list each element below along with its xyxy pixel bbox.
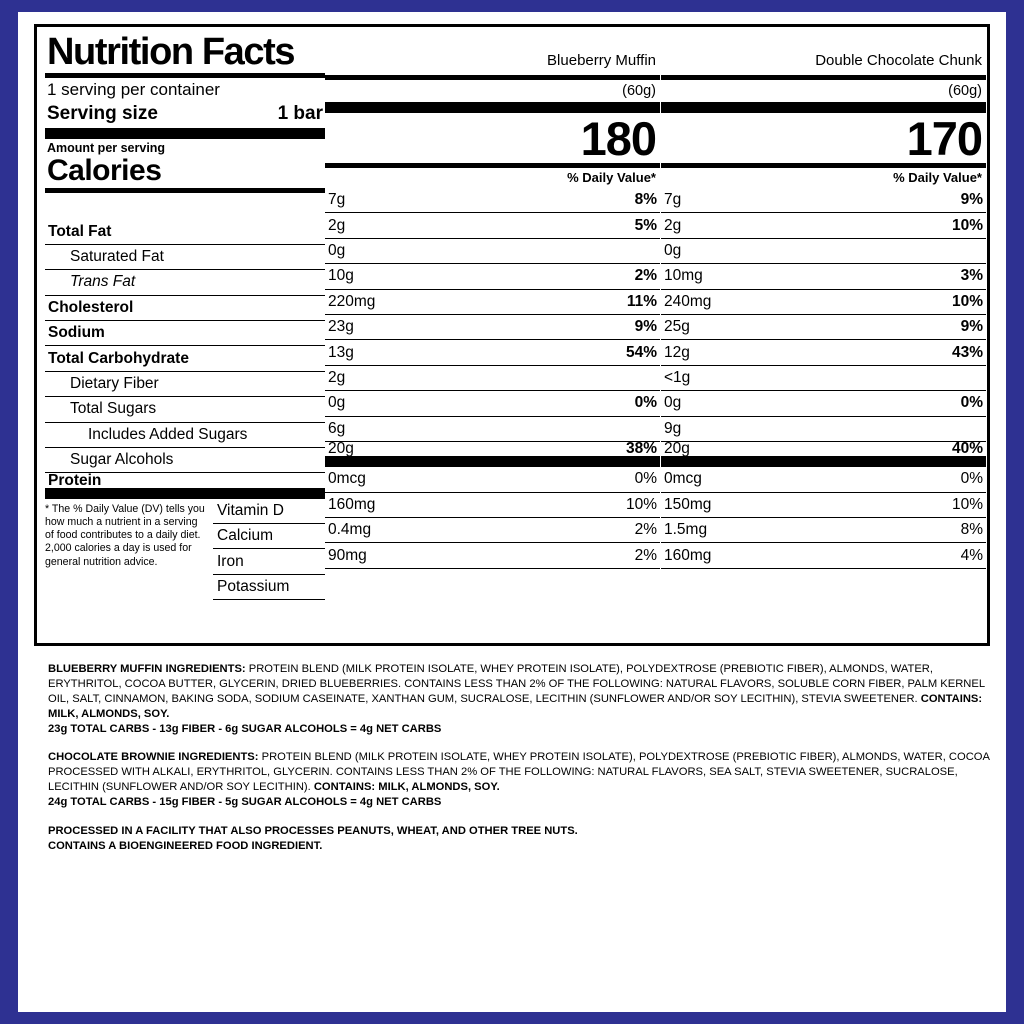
nutrient-amount: 2g xyxy=(328,368,346,386)
nutrient-daily-value: 10% xyxy=(951,292,983,310)
ingredients-section xyxy=(48,662,1008,854)
vitamin-daily-value: 2% xyxy=(634,521,657,539)
column-b-flavor: Double Chocolate Chunk xyxy=(815,52,982,69)
vitamin-value-row xyxy=(661,543,986,568)
vitamin-value-row xyxy=(325,543,660,568)
nutrient-name: Protein xyxy=(48,471,102,489)
nutrient-amount: 2g xyxy=(664,216,682,234)
nutrient-name-row xyxy=(45,219,325,244)
nutrient-amount: 0g xyxy=(664,394,682,412)
vitamin-amount: 160mg xyxy=(664,546,712,564)
nutrient-daily-value: 3% xyxy=(960,267,983,285)
nutrient-name-row xyxy=(45,448,325,473)
vitamin-daily-value: 4% xyxy=(960,546,983,564)
nutrient-daily-value: 54% xyxy=(625,343,657,361)
vitamin-amount: 1.5mg xyxy=(664,521,708,539)
ingredients-blueberry-heading: BLUEBERRY MUFFIN INGREDIENTS: xyxy=(48,663,246,675)
nutrient-amount: <1g xyxy=(664,368,691,386)
nutrient-amount: 12g xyxy=(664,343,690,361)
nutrient-name: Trans Fat xyxy=(70,273,136,291)
nutrient-daily-value: 43% xyxy=(951,343,983,361)
vitamin-daily-value: 2% xyxy=(634,546,657,564)
vitamin-daily-value: 0% xyxy=(960,470,983,488)
nutrient-amount: 13g xyxy=(328,343,354,361)
column-blueberry-muffin xyxy=(325,33,660,569)
serving-size-label: Serving size xyxy=(47,102,158,124)
nutrient-value-row xyxy=(661,290,986,315)
nutrient-daily-value: 9% xyxy=(634,318,657,336)
vitamin-amount: 0.4mg xyxy=(328,521,372,539)
nutrient-value-row xyxy=(661,239,986,264)
vitamin-value-row xyxy=(325,467,660,492)
nutrient-value-row xyxy=(661,315,986,340)
nutrient-name-row xyxy=(45,296,325,321)
calories-label: Calories xyxy=(47,153,162,187)
nutrient-amount: 23g xyxy=(328,318,354,336)
column-b-vitamin-values xyxy=(661,467,986,569)
vitamin-daily-value: 0% xyxy=(634,470,657,488)
allergen-warning-line-1: PROCESSED IN A FACILITY THAT ALSO PROCESSES PEANUTS, WHEAT, AND OTHER TREE NUTS. xyxy=(48,825,578,838)
vitamin-name: Calcium xyxy=(213,524,325,549)
nutrient-name: Total Fat xyxy=(48,222,112,240)
nutrient-daily-value: 9% xyxy=(960,318,983,336)
column-double-chocolate-chunk xyxy=(661,33,986,569)
nutrient-value-row xyxy=(325,391,660,416)
nutrient-name-row xyxy=(45,423,325,448)
vitamin-name: Potassium xyxy=(213,575,325,600)
column-b-grams: (60g) xyxy=(948,83,982,99)
nutrient-amount: 10mg xyxy=(664,267,703,285)
serving-size-row xyxy=(45,102,325,128)
ingredients-chocolate-heading: CHOCOLATE BROWNIE INGREDIENTS: xyxy=(48,751,259,764)
nutrient-value-row xyxy=(661,391,986,416)
net-carbs-blueberry: 23g TOTAL CARBS - 13g FIBER - 6g SUGAR ALCOHOLS = 4g NET CARBS xyxy=(48,722,442,735)
nutrient-daily-value: 10% xyxy=(951,216,983,234)
nutrient-name-list xyxy=(45,219,325,498)
column-a-vitamin-values xyxy=(325,467,660,569)
nutrient-name: Cholesterol xyxy=(48,298,134,316)
daily-value-footnote: * The % Daily Value (DV) tells you how much a nutrient in a serving of food contributes to a daily diet. 2,000 calories a day is used for general nutrition advice. xyxy=(45,502,205,568)
nutrient-value-row xyxy=(661,340,986,365)
vitamin-amount: 150mg xyxy=(664,495,712,513)
left-header-column xyxy=(45,33,325,629)
column-a-flavor: Blueberry Muffin xyxy=(547,52,656,69)
ingredients-chocolate xyxy=(48,750,1008,810)
nutrient-amount: 20g xyxy=(328,440,354,458)
nutrient-value-row xyxy=(325,188,660,213)
nutrient-value-row xyxy=(661,188,986,213)
servings-per-container: 1 serving per container xyxy=(47,79,220,99)
nutrient-value-row xyxy=(325,315,660,340)
nutrient-name-row xyxy=(45,473,325,498)
nutrient-amount: 0g xyxy=(328,394,346,412)
nutrient-amount: 7g xyxy=(328,191,346,209)
nutrient-value-row xyxy=(325,442,660,467)
ingredients-chocolate-contains: CONTAINS: MILK, ALMONDS, SOY. xyxy=(313,781,500,794)
vitamin-amount: 0mcg xyxy=(328,470,366,488)
serving-size-value: 1 bar xyxy=(277,102,323,124)
vitamin-name: Iron xyxy=(213,549,325,574)
nutrient-amount: 9g xyxy=(664,419,682,437)
nutrient-value-row xyxy=(661,264,986,289)
nutrient-amount: 7g xyxy=(664,191,682,209)
nutrient-value-row xyxy=(325,239,660,264)
column-a-grams: (60g) xyxy=(622,83,656,99)
column-b-nutrient-values xyxy=(661,188,986,467)
nutrient-amount: 25g xyxy=(664,318,690,336)
nutrient-value-row xyxy=(661,213,986,238)
column-a-calories: 180 xyxy=(580,112,656,165)
amount-per-serving-label: Amount per serving xyxy=(47,140,166,155)
nutrient-amount: 0g xyxy=(328,241,346,259)
column-a-nutrient-values xyxy=(325,188,660,467)
nutrient-daily-value: 11% xyxy=(626,292,657,310)
nutrient-value-row xyxy=(325,366,660,391)
nutrient-name: Includes Added Sugars xyxy=(88,425,248,443)
vitamin-daily-value: 10% xyxy=(951,495,983,513)
nutrient-name-row xyxy=(45,245,325,270)
vitamin-value-row xyxy=(325,493,660,518)
nutrient-amount: 10g xyxy=(328,267,354,285)
nutrient-daily-value: 38% xyxy=(625,440,657,458)
nutrient-value-row xyxy=(325,213,660,238)
vitamin-value-row xyxy=(661,493,986,518)
nutrient-value-row xyxy=(661,417,986,442)
footnote-and-vitamin-names xyxy=(45,499,325,629)
ingredients-blueberry-contains: CONTAINS: MILK, ALMONDS, SOY. xyxy=(48,692,983,720)
nutrient-daily-value: 2% xyxy=(634,267,657,285)
nutrient-value-row xyxy=(661,442,986,467)
column-b-calories: 170 xyxy=(906,112,982,165)
label-page xyxy=(18,12,1006,1012)
nutrient-amount: 6g xyxy=(328,419,346,437)
vitamin-name-list xyxy=(213,499,325,601)
ingredients-blueberry-body: PROTEIN BLEND (MILK PROTEIN ISOLATE, WHEY PROTEIN ISOLATE), POLYDEXTROSE (PREBIOTIC FIBER), ALMONDS, WATER, ERYTHRITOL, COCOA BUTTER, GLYCERIN, DRIED BLUEBERRIES. CONTAINS LESS THAN 2% OF THE FOLLOWING: NATURAL FLAVORS, SOLUBLE CORN FIBER, PALM KERNEL OIL, SALT, CINNAMON, BAKING SODA, SODIUM CASEINATE, XANTHAN GUM, SUCRALOSE, LECITHIN (SUNFLOWER AND/OR SOY LECITHIN), STEVIA SWEETENER. xyxy=(48,663,985,705)
nutrition-facts-panel xyxy=(34,24,990,646)
nutrient-name: Sodium xyxy=(48,324,105,342)
nutrient-value-row xyxy=(325,264,660,289)
nutrient-name: Total Sugars xyxy=(70,400,157,418)
nutrient-daily-value: 0% xyxy=(634,394,657,412)
vitamin-amount: 90mg xyxy=(328,546,367,564)
vitamin-value-row xyxy=(325,518,660,543)
vitamin-amount: 160mg xyxy=(328,495,376,513)
nutrient-name-row xyxy=(45,346,325,371)
nutrient-name: Saturated Fat xyxy=(70,247,164,265)
nutrient-value-row xyxy=(325,290,660,315)
nutrient-daily-value: 8% xyxy=(634,191,657,209)
nutrient-value-row xyxy=(661,366,986,391)
nutrient-daily-value: 40% xyxy=(951,440,983,458)
vitamin-name: Vitamin D xyxy=(213,499,325,524)
nutrient-amount: 220mg xyxy=(328,292,376,310)
column-a-dv-header: % Daily Value* xyxy=(567,170,656,185)
nutrient-name: Dietary Fiber xyxy=(70,374,159,392)
ingredients-chocolate-body: PROTEIN BLEND (MILK PROTEIN ISOLATE, WHEY PROTEIN ISOLATE), POLYDEXTROSE (PREBIOTIC FIBER), ALMONDS, WATER, COCOA PROCESSED WITH ALKALI, ERYTHRITOL, GLYCERIN. CONTAINS LESS THAN 2% OF THE FOLLOWING: NATURAL FLAVORS, SEA SALT, STEVIA SWEETENER, SUCRALOSE, LECITHIN (SUNFLOWER AND/OR SOY LECITHIN). xyxy=(48,751,990,794)
nutrient-daily-value: 9% xyxy=(960,191,983,209)
nutrient-value-row xyxy=(325,417,660,442)
vitamin-daily-value: 10% xyxy=(625,495,657,513)
vitamin-value-row xyxy=(661,467,986,492)
nutrient-amount: 0g xyxy=(664,241,682,259)
page-title: Nutrition Facts xyxy=(47,31,295,73)
nutrient-value-row xyxy=(325,340,660,365)
nutrient-daily-value: 5% xyxy=(634,216,657,234)
nutrient-name-row xyxy=(45,321,325,346)
vitamin-value-row xyxy=(661,518,986,543)
column-b-dv-header: % Daily Value* xyxy=(893,170,982,185)
nutrient-amount: 20g xyxy=(664,440,690,458)
vitamin-daily-value: 8% xyxy=(960,521,983,539)
nutrient-name: Total Carbohydrate xyxy=(48,349,189,367)
nutrient-name-row xyxy=(45,372,325,397)
allergen-warning-line-2: CONTAINS A BIOENGINEERED FOOD INGREDIENT. xyxy=(48,840,323,853)
nutrient-name-row xyxy=(45,397,325,422)
vitamin-amount: 0mcg xyxy=(664,470,702,488)
allergen-warning xyxy=(48,824,1008,854)
net-carbs-chocolate: 24g TOTAL CARBS - 15g FIBER - 5g SUGAR ALCOHOLS = 4g NET CARBS xyxy=(48,796,442,809)
nutrient-amount: 2g xyxy=(328,216,346,234)
nutrient-daily-value: 0% xyxy=(960,394,983,412)
nutrient-amount: 240mg xyxy=(664,292,712,310)
nutrient-name-row xyxy=(45,270,325,295)
nutrient-name: Sugar Alcohols xyxy=(70,451,174,469)
ingredients-blueberry xyxy=(48,662,1008,736)
